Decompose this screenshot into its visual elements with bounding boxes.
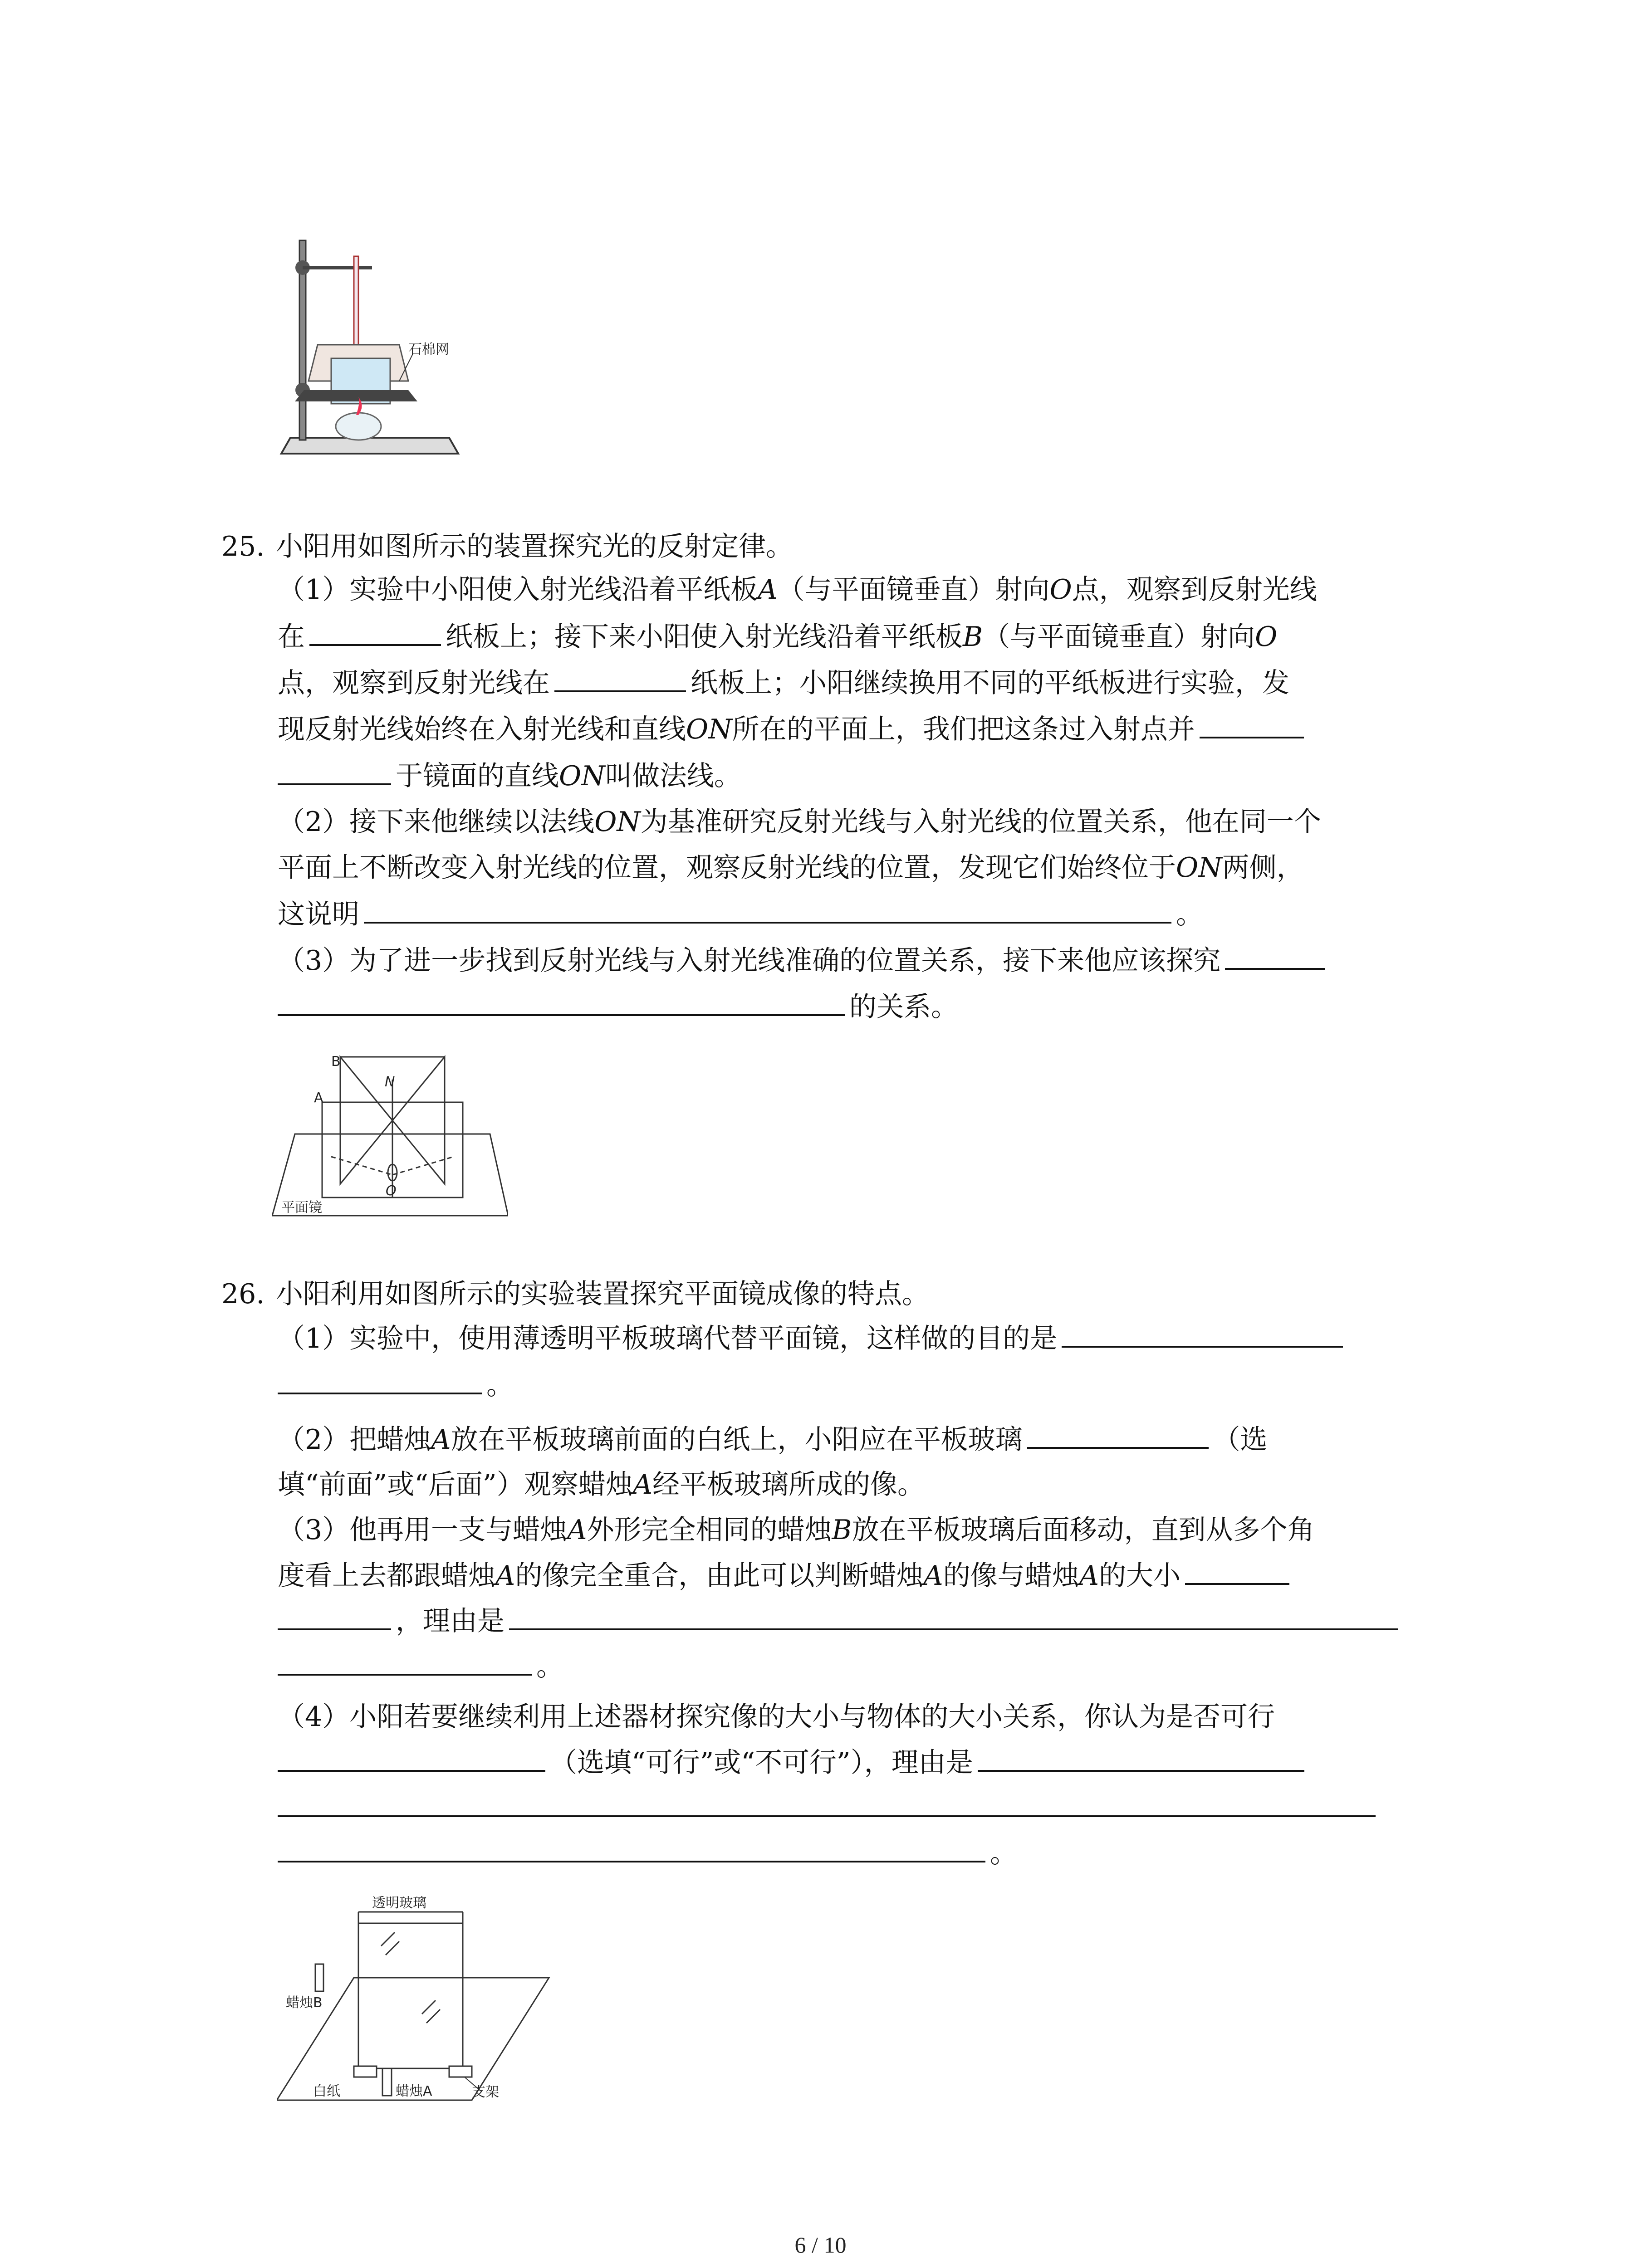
q25-title: 25. 小阳用如图所示的装置探究光的反射定律。	[221, 526, 793, 567]
q25-line-8: 这说明 。	[278, 894, 1203, 935]
mirror-figure	[272, 1048, 508, 1229]
q25-line-7: 平面上不断改变入射光线的位置，观察反射光线的位置，发现它们始终位于ON两侧，	[278, 852, 1304, 884]
q26-line-5: （3）他再用一支与蜡烛A外形完全相同的蜡烛B放在平板玻璃后面移动，直到从多个角	[278, 1514, 1315, 1546]
q26-line-8: 。	[278, 1646, 563, 1687]
answer-blank-q26-1a[interactable]	[1062, 1318, 1343, 1348]
answer-blank-q25-5a[interactable]	[1225, 940, 1325, 970]
q25-line-9: （3）为了进一步找到反射光线与入射光线准确的位置关系，接下来他应该探究	[278, 940, 1329, 981]
answer-blank-q25-1[interactable]	[309, 616, 441, 646]
answer-blank-q26-5[interactable]	[278, 1742, 545, 1772]
q26-line-11	[278, 1787, 1380, 1828]
mirror-label: 平面镜	[281, 1200, 322, 1216]
q26-number: 26.	[221, 1278, 265, 1310]
answer-blank-q26-4b[interactable]	[278, 1646, 532, 1676]
answer-blank-q25-5b[interactable]	[278, 986, 845, 1016]
answer-blank-q25-4[interactable]	[364, 894, 1171, 924]
answer-blank-q26-6a[interactable]	[978, 1742, 1304, 1772]
candle-b-label: 蜡烛B	[286, 1995, 323, 2011]
answer-blank-q25-3a[interactable]	[1200, 709, 1304, 738]
stand-figure	[272, 231, 472, 467]
answer-blank-q26-6b[interactable]	[278, 1787, 1376, 1817]
q26-line-12: 。	[278, 1833, 1017, 1874]
q26-line-9: （4）小阳若要继续利用上述器材探究像的大小与物体的大小关系，你认为是否可行	[278, 1701, 1275, 1733]
glass-label: 透明玻璃	[372, 1896, 426, 1911]
q26-line-10: （选填“可行”或“不可行”），理由是	[278, 1742, 1309, 1783]
q25-line-5: 于镜面的直线ON叫做法线。	[278, 755, 741, 797]
paper-label: 白纸	[313, 2083, 340, 2099]
q26-line-6: 度看上去都跟蜡烛A的像完全重合，由此可以判断蜡烛A的像与蜡烛A的大小	[278, 1555, 1294, 1596]
answer-blank-q26-3a[interactable]	[1185, 1555, 1289, 1585]
mirror-label-B: B	[331, 1054, 341, 1070]
q25-line-10: 的关系。	[278, 986, 958, 1027]
stand-label: 石棉网	[408, 342, 449, 357]
answer-blank-q26-3b[interactable]	[278, 1600, 391, 1630]
mirror-label-N: N	[385, 1074, 395, 1090]
mirror-label-O: O	[386, 1183, 397, 1199]
q25-line-1: （1）实验中小阳使入射光线沿着平纸板A（与平面镜垂直）射向O点，观察到反射光线	[278, 574, 1317, 606]
q26-line-3: （2）把蜡烛A放在平板玻璃前面的白纸上，小阳应在平板玻璃 （选	[278, 1419, 1268, 1460]
answer-blank-q25-3b[interactable]	[278, 755, 391, 785]
q25-line-2: 在 纸板上；接下来小阳使入射光线沿着平纸板B（与平面镜垂直）射向O	[278, 616, 1277, 657]
q25-line-6: （2）接下来他继续以法线ON为基准研究反射光线与入射光线的位置关系，他在同一个	[278, 806, 1321, 838]
q26-title: 26. 小阳利用如图所示的实验装置探究平面镜成像的特点。	[221, 1274, 929, 1315]
answer-blank-q26-2[interactable]	[1027, 1419, 1209, 1449]
q26-line-1: （1）实验中，使用薄透明平板玻璃代替平面镜，这样做的目的是	[278, 1318, 1347, 1359]
q26-line-4: 填“前面”或“后面”）观察蜡烛A经平板玻璃所成的像。	[278, 1469, 925, 1501]
q26-line-7: ，理由是	[278, 1600, 1403, 1642]
q26-line-2: 。	[278, 1364, 514, 1406]
mirror-label-A: A	[314, 1090, 323, 1106]
support-label: 支架	[472, 2084, 499, 2100]
glass-figure	[277, 1896, 558, 2114]
q25-line-3: 点，观察到反射光线在 纸板上；小阳继续换用不同的平纸板进行实验，发	[278, 662, 1289, 704]
answer-blank-q25-2[interactable]	[554, 662, 686, 692]
answer-blank-q26-4a[interactable]	[509, 1600, 1398, 1630]
answer-blank-q26-1b[interactable]	[278, 1364, 482, 1394]
answer-blank-q26-6c[interactable]	[278, 1833, 985, 1862]
page-number: 6 / 10	[794, 2232, 847, 2258]
candle-a-label: 蜡烛A	[396, 2083, 432, 2099]
q25-line-4: 现反射光线始终在入射光线和直线ON所在的平面上，我们把这条过入射点并	[278, 709, 1308, 750]
q25-number: 25.	[221, 531, 265, 562]
